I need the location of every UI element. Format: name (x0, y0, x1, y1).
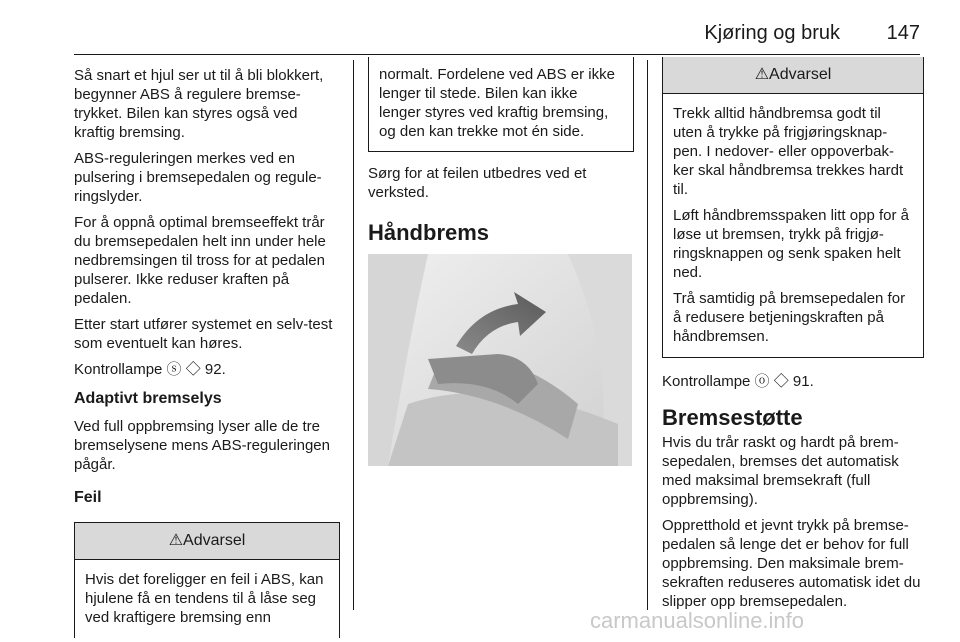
header-rule (74, 54, 920, 55)
heading-fault: Feil (74, 489, 102, 506)
handbrake-illustration (368, 254, 632, 466)
column-2 (368, 57, 634, 466)
warning-title: ⚠Advarsel (663, 57, 923, 94)
section-title: Kjøring og bruk (704, 22, 840, 44)
heading-brake-assist: Bremsestøtte (662, 405, 803, 430)
column-divider-1 (353, 60, 354, 610)
watermark: carmanualsonline.info (590, 608, 805, 633)
paragraph: Sørg for at feilen utbedres ved et verksted. (368, 165, 587, 201)
brake-lamp-reference: Kontrollampe ⓞ ◇ 91. (662, 373, 814, 390)
paragraph: Etter start utfører systemet en selv-test som eventuelt kan høres. (74, 316, 333, 352)
paragraph: Oppretthold et jevnt trykk på bremse-pedalen så lenge det er behov for full oppbremsing. Den maksimale brem-sekraften reduseres automatisk idet du slipper opp bremsepedalen. (662, 517, 921, 610)
handbrake-photo (368, 254, 632, 466)
paragraph: For å oppnå optimal bremseeffekt trår du bremsepedalen helt inn under hele nedbremsingen til tross for at pedalen pulserer. Ikke reduser kraften på pedalen. (74, 214, 326, 307)
paragraph: Ved full oppbremsing lyser alle de tre bremselysene mens ABS-reguleringen pågår. (74, 418, 330, 473)
warning-text: Trekk alltid håndbremsa godt til uten å trykke på frigjøringsknap-pen. I nedover- eller oppoverbak-ker skal håndbremsa trekkes hardt til. (673, 105, 904, 198)
warning-text: normalt. Fordelene ved ABS er ikke lenger til stede. Bilen kan ikke lenger styres ved kraftig bremsing, og den kan trekke mot én side. (379, 66, 615, 140)
column-divider-2 (647, 60, 648, 610)
heading-adaptive-brakelight: Adaptivt bremselys (74, 390, 222, 407)
page-header (0, 0, 960, 60)
warning-text: Løft håndbremsspaken litt opp for å løse ut bremsen, trykk på frigjø-ringsknappen og senk spaken helt ned. (673, 207, 909, 281)
warning-text: Trå samtidig på bremsepedalen for å redusere betjeningskraften på håndbremsen. (673, 290, 906, 345)
warning-box-continued (368, 57, 634, 152)
paragraph: Så snart et hjul ser ut til å bli blokkert, begynner ABS å regulere bremse-trykket. Bilen kan styres også ved kraftig bremsing. (74, 67, 324, 141)
column-3 (662, 57, 924, 618)
warning-box (662, 57, 924, 358)
warning-title: ⚠Advarsel (75, 522, 339, 560)
warning-box (74, 522, 340, 638)
abs-lamp-reference: Kontrollampe ⓢ ◇ 92. (74, 361, 226, 378)
paragraph: Hvis du trår raskt og hardt på brem-sepedalen, bremses det automatisk med maksimal bremsekraft (full oppbremsing). (662, 434, 899, 508)
heading-handbrake: Håndbrems (368, 220, 490, 245)
column-1 (74, 66, 340, 638)
warning-text: Hvis det foreligger en feil i ABS, kan hjulene få en tendens til å låse seg ved kraftigere bremsing enn (85, 571, 324, 626)
page-number: 147 (886, 22, 920, 44)
paragraph: ABS-reguleringen merkes ved en pulsering i bremsepedalen og regule-ringslyder. (74, 150, 322, 205)
